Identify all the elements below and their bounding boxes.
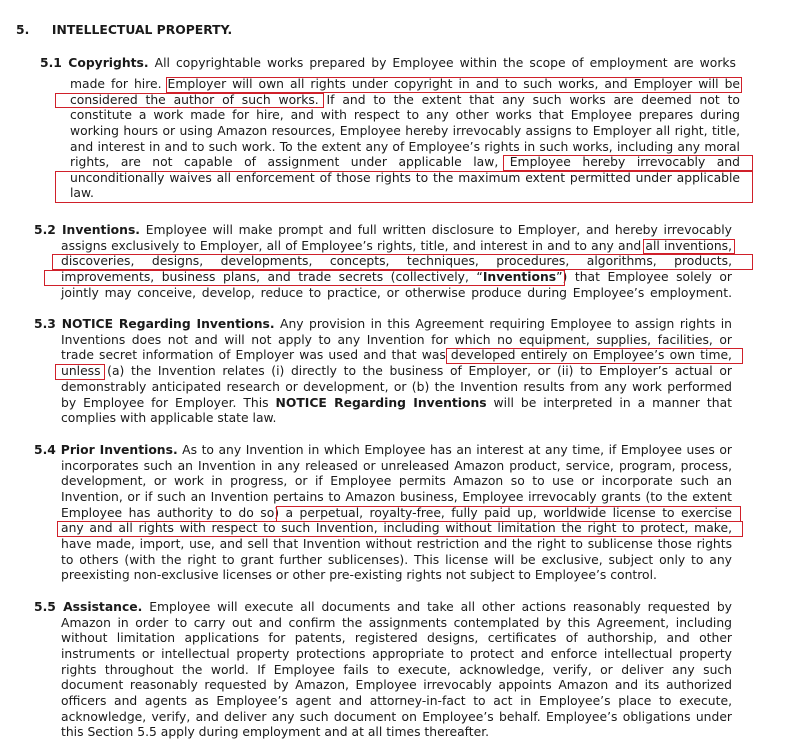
s54-line-3: Invention, or if such an Invention pertains to Amazon business, Employee irrevocably grants (to the extent bbox=[61, 490, 732, 504]
s55-title: 5.5 Assistance. bbox=[34, 600, 143, 614]
s54-line-4: Employee has authority to do so) a perpetual, royalty-free, fully paid up, worldwide license to exercise bbox=[61, 506, 732, 520]
s53-line-5: by Employee for Employer. This NOTICE Regarding Inventions will be interpreted in a manner that bbox=[61, 396, 732, 410]
s53-line-0: 5.3 NOTICE Regarding Inventions. Any provision in this Agreement requiring Employee to assign rights in bbox=[34, 317, 732, 331]
s54-line-5: any and all rights with respect to such Invention, including without limitation the right to protect, make, bbox=[61, 521, 732, 535]
s51-line-2: considered the author of such works. If and to the extent that any such works are deemed not to bbox=[70, 93, 740, 107]
highlight-box-own-time bbox=[446, 348, 743, 364]
s51-line-3: constitute a work made for hire, and with respect to any other works that Employee prepares during bbox=[70, 108, 740, 122]
s55-line-8: this Section 5.5 apply during employment and at all times thereafter. bbox=[61, 725, 490, 739]
s51-line-1: made for hire. Employer will own all rights under copyright in and to such works, and Employer will be bbox=[70, 77, 740, 91]
highlight-box-unless bbox=[55, 364, 105, 380]
s53-line-2: trade secret information of Employer was used and that was developed entirely on Employee’s own time, bbox=[61, 348, 732, 362]
s51-title: 5.1 Copyrights. bbox=[40, 56, 149, 70]
notice-reference: NOTICE Regarding Inventions bbox=[275, 396, 487, 410]
s54-line-1: incorporates such an Invention in any released or unreleased Amazon product, service, program, process, bbox=[61, 459, 732, 473]
highlight-box-author bbox=[55, 93, 324, 108]
highlight-box-inventions-3 bbox=[44, 270, 565, 286]
s54-line-8: preexisting non-exclusive licenses or other pre-existing rights not subject to Employee’s control. bbox=[61, 568, 657, 582]
s53-line-4: demonstrably anticipated research or development, or (b) the Invention results from any work performed bbox=[61, 380, 732, 394]
highlight-box-license-2 bbox=[57, 521, 743, 537]
s53-line-3: unless (a) the Invention relates (i) directly to the business of Employer, or (ii) to Employer’s actual or bbox=[61, 364, 732, 378]
section-heading bbox=[16, 23, 232, 39]
s54-line-0: 5.4 Prior Inventions. As to any Invention in which Employee has an interest at any time, if Employee uses or bbox=[34, 443, 732, 457]
highlight-box-copyright-ownership bbox=[166, 77, 742, 93]
s54-line-6: have made, import, use, and sell that Invention without restriction and the right to sublicense those rights bbox=[61, 537, 732, 551]
highlight-box-waive-2 bbox=[55, 171, 753, 203]
s55-line-3: instruments or intellectual property protections appropriate to protect and enforce intellectual property bbox=[61, 647, 732, 661]
section-title: INTELLECTUAL PROPERTY. bbox=[51, 23, 233, 37]
highlight-box-inventions-2 bbox=[52, 254, 753, 270]
s51-line-6: rights, are not capable of assignment under applicable law, Employee hereby irrevocably and bbox=[70, 155, 740, 169]
s54-line-7: to others (with the right to grant further sublicenses). This license will be exclusive, subject only to any bbox=[61, 553, 732, 567]
s55-line-2: without limitation applications for patents, registered designs, certificates of authorship, and other bbox=[61, 631, 732, 645]
section-number: 5. bbox=[16, 23, 30, 37]
s55-line-5: document reasonably requested by Amazon, Employee irrevocably appoints Amazon and its authorized bbox=[61, 678, 732, 692]
s51-line-4: working hours or using Amazon resources, Employee hereby irrevocably assigns to Employer all right, title, bbox=[70, 124, 740, 138]
s55-line-1: Amazon in order to carry out and confirm the assignments contemplated by this Agreement, including bbox=[61, 616, 732, 630]
s55-line-4: rights throughout the world. If Employee fails to execute, acknowledge, verify, or deliver any such bbox=[61, 663, 732, 677]
highlight-box-inventions-1 bbox=[643, 239, 735, 254]
s52-line-1: assigns exclusively to Employer, all of Employee’s rights, title, and interest in and to any and all inventions, bbox=[61, 239, 732, 253]
s51-line-0: 5.1 Copyrights. All copyrightable works prepared by Employee within the scope of employment are works bbox=[40, 56, 736, 70]
s52-line-3: improvements, business plans, and trade secrets (collectively, “Inventions”) that Employee solely or bbox=[61, 270, 732, 284]
s54-line-2: development, or work in progress, or if Employee permits Amazon so to use or incorporate such an bbox=[61, 474, 732, 488]
s53-line-1: Inventions does not and will not apply to any Invention for which no equipment, supplies, facilities, or bbox=[61, 333, 732, 347]
highlight-box-license-1 bbox=[276, 506, 741, 522]
s51-line-5: and interest in and to such work. To the extent any of Employee’s rights in such works, including any moral bbox=[70, 140, 740, 154]
highlight-box-waive-1 bbox=[503, 155, 753, 171]
s52-title: 5.2 Inventions. bbox=[34, 223, 140, 237]
s51-line-8: law. bbox=[70, 186, 94, 200]
s55-line-0: 5.5 Assistance. Employee will execute all documents and take all other actions reasonably requested by bbox=[34, 600, 732, 614]
s53-line-6: complies with applicable state law. bbox=[61, 411, 277, 425]
s52-line-0: 5.2 Inventions. Employee will make prompt and full written disclosure to Employer, and hereby irrevocably bbox=[34, 223, 732, 237]
s54-title: 5.4 Prior Inventions. bbox=[34, 443, 178, 457]
s55-line-7: acknowledge, verify, and deliver any such document on Employee’s behalf. Employee’s obligations under bbox=[61, 710, 732, 724]
defined-term-inventions: Inventions bbox=[482, 270, 557, 284]
s52-line-4: jointly may conceive, develop, reduce to practice, or otherwise produce during Employee’s employment. bbox=[61, 286, 732, 300]
s53-title: 5.3 NOTICE Regarding Inventions. bbox=[34, 317, 275, 331]
s51-line-7: unconditionally waives all enforcement of those rights to the maximum extent permitted under applicable bbox=[70, 171, 740, 185]
s55-line-6: officers and agents as Employee’s agent and attorney-in-fact to act in Employee’s place to execute, bbox=[61, 694, 732, 708]
s52-line-2: discoveries, designs, developments, concepts, techniques, procedures, algorithms, products, bbox=[61, 254, 732, 268]
